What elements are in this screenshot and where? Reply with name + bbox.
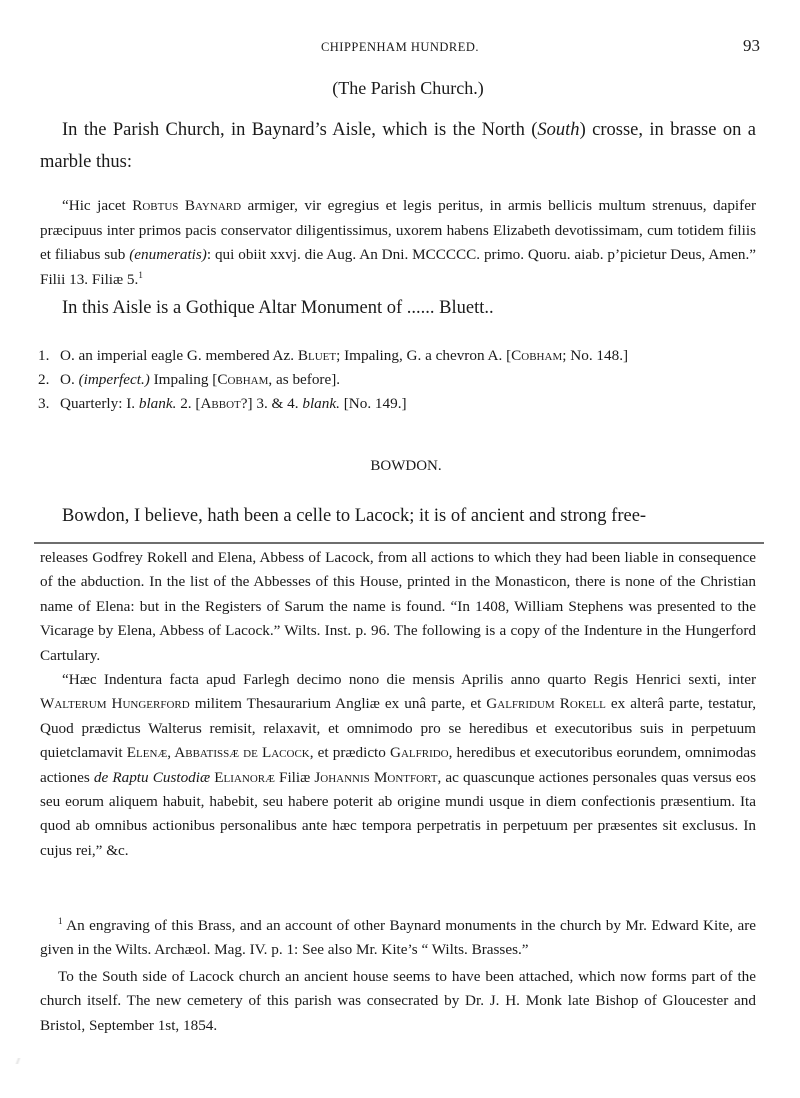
indenture-text: ex alterâ parte, testatur, Quod prædictus Walterus remisit, relaxavit, et omnimodo pro se heredibus et executoribus suis in perpetuum quietclamavit xyxy=(40,695,757,762)
arms-item xyxy=(38,392,758,416)
arms-text: ; No. 148.] xyxy=(562,347,629,364)
arms-family-name: Abbot xyxy=(200,395,241,412)
arms-number: 2. xyxy=(38,371,50,388)
footnote-block xyxy=(40,914,756,1038)
arms-item xyxy=(38,344,758,368)
footnote xyxy=(40,914,756,963)
notes-paragraph: releases Godfrey Rokell and Elena, Abbess of Lacock, from all actions to which they had been liable in consequence of the abduction. In the list of the Abbesses of this House, printed in the Monasticon, there is none of the Christian name of Elena: but in the Registers of Sarum the name is found. “In 1408, William Stephens was presented to the Vicarage by Elena, Abbess of Lacock.” Wilts. Inst. p. 96. The following is a copy of the Indenture in the Hungerford Cartulary. xyxy=(40,549,756,664)
arms-text: , as before]. xyxy=(268,371,341,388)
intro-paragraph xyxy=(40,114,756,178)
arms-italic: (imperfect.) xyxy=(78,371,150,388)
inscription-open: “Hic jacet xyxy=(62,197,133,214)
arms-text: O. an imperial eagle G. membered Az. xyxy=(60,347,298,364)
arms-text: 2. [ xyxy=(176,395,201,412)
indenture-quote xyxy=(40,668,756,863)
running-header xyxy=(40,38,760,58)
arms-italic: blank. xyxy=(302,395,340,412)
footnote-marker: 1 xyxy=(58,915,63,926)
aisle-paragraph: In this Aisle is a Gothique Altar Monument of ...... Bluett.. xyxy=(62,298,494,318)
bowdon-heading: BOWDON. xyxy=(370,458,442,474)
indenture-name: Galfridum Rokell xyxy=(486,695,606,713)
footnote-continuation: To the South side of Lacock church an ancient house seems to have been attached, which now forms part of the church itself. The new cemetery of this parish was consecrated by Dr. J. H. Monk late Bishop of Gloucester and Bristol, September 1st, 1854. xyxy=(40,967,756,1034)
section-divider xyxy=(34,542,764,544)
inscription-text-end: : qui obiit xxvj. die Aug. An Dni. MCCCCC. primo. Quoru. aiab. p’picietur Deus, Amen.” Filii 13. Filiæ 5. xyxy=(40,246,756,288)
arms-text: [No. 149.] xyxy=(339,395,407,412)
arms-family-name: Bluet xyxy=(297,347,337,364)
intro-text-end: ) crosse, in brasse on a marble thus: xyxy=(40,120,756,172)
arms-item xyxy=(38,368,758,392)
brass-inscription xyxy=(40,194,756,292)
indenture-name: Johannis Montfort xyxy=(314,768,438,786)
arms-text: Impaling [ xyxy=(149,371,218,388)
arms-number: 3. xyxy=(38,395,50,412)
arms-family-name: Cobham xyxy=(511,347,563,364)
lacock-notes xyxy=(40,546,756,863)
indenture-name: Elenæ, Abbatissæ de Lacock xyxy=(126,744,310,762)
running-title: CHIPPENHAM HUNDRED. xyxy=(320,40,480,54)
indenture-text: , heredibus et executoribus eorundem, omnimodas actiones xyxy=(40,744,756,786)
intro-italic: South xyxy=(537,120,580,140)
indenture-name: Walterum Hungerford xyxy=(40,695,190,713)
inscription-name: Robtus Baynard xyxy=(132,197,242,214)
arms-number: 1. xyxy=(38,347,50,364)
indenture-name: Galfrido xyxy=(389,744,449,762)
footnote-text: An engraving of this Brass, and an account of other Baynard monuments in the church by Mr. Edward Kite, are given in the Wilts. Archæol. Mag. IV. p. 1: See also Mr. Kite’s “ Wilts. Brasses.” xyxy=(40,917,756,959)
heraldic-arms-list xyxy=(38,344,758,416)
page-number: 93 xyxy=(743,36,760,55)
arms-text: ; Impaling, G. a chevron A. [ xyxy=(336,347,512,364)
bowdon-paragraph: Bowdon, I believe, hath been a celle to Lacock; it is of ancient and strong free- xyxy=(62,506,647,526)
indenture-text: , ac quascunque actiones personales quas versus eos seu eorum aliquem habuit, habebit, seu habere poterit ab origine mundi usque in diem confectionis præsentium. Ita quod ab omnibus actionibus personalibus ante hæc tempora perpetratis in perpetuum per præsentes sit exclusus. In cujus rei,” &c. xyxy=(40,768,757,859)
indenture-name: Elianoræ xyxy=(214,768,275,786)
indenture-text: Filiæ xyxy=(274,768,315,786)
inscription-text: armiger, vir egregius et legis peritus, in armis bellicis multum strenuus, dapifer præcipuus inter primos pacis conservator diligentissimus, uxorem habens Elizabeth devotissimam, cum totidem filiis et filiabus sub xyxy=(40,197,757,263)
footnote-reference[interactable]: 1 xyxy=(138,269,143,280)
arms-text: ?] 3. & 4. xyxy=(240,395,303,412)
indenture-text: militem Thesaurarium Angliæ ex unâ parte, et xyxy=(189,695,487,713)
inscription-italic: (enumeratis) xyxy=(129,246,207,263)
scan-artifact xyxy=(8,1058,28,1064)
intro-text: In the Parish Church, in Baynard’s Aisle, which is the North ( xyxy=(62,120,538,140)
indenture-text: , et prædicto xyxy=(309,744,390,762)
arms-italic: blank. xyxy=(138,395,177,412)
arms-family-name: Cobham xyxy=(217,371,269,388)
arms-text: Quarterly: I. xyxy=(60,395,139,412)
parish-church-subheading: (The Parish Church.) xyxy=(332,78,484,98)
indenture-text: “Hæc Indentura facta apud Farlegh decimo nono die mensis Aprilis anno quarto Regis Henrici sexti, inter xyxy=(62,671,756,689)
indent-spacer xyxy=(40,120,62,140)
arms-text: O. xyxy=(60,371,79,388)
indenture-italic: de Raptu Custodiæ xyxy=(93,768,211,786)
